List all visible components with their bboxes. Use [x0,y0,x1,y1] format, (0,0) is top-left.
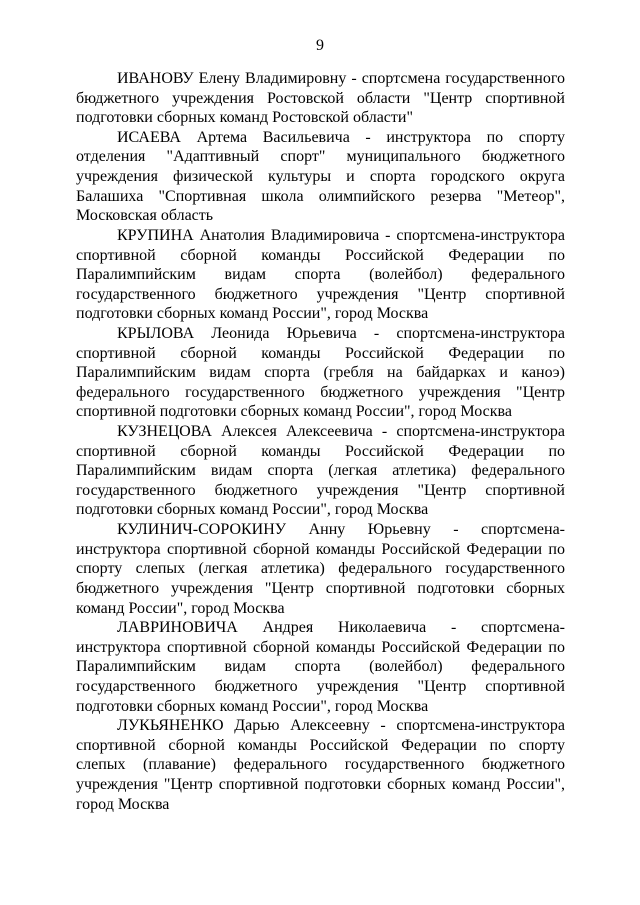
list-item: КУЛИНИЧ-СОРОКИНУ Анну Юрьевну - спортсмена-инструктора спортивной сборной команды Российской Федерации по спорту слепых (легкая атлетика) федерального государственного бюджетного учреждения "Центр спортивной подготовки сборных команд России", город Москва [76,521,565,617]
page-number: 9 [316,37,324,54]
list-item: ЛУКЬЯНЕНКО Дарью Алексеевну - спортсмена-инструктора спортивной сборной команды Российской Федерации по спорту слепых (плавание) федерального государственного бюджетного учреждения "Центр спортивной подготовки сборных команд России", город Москва [76,717,565,813]
list-item: КУЗНЕЦОВА Алексея Алексеевича - спортсмена-инструктора спортивной сборной команды Российской Федерации по Паралимпийским видам спорта (легкая атлетика) федерального государственного бюджетного учреждения "Центр спортивной подготовки сборных команд России", город Москва [76,423,565,519]
list-item: ИСАЕВА Артема Васильевича - инструктора по спорту отделения "Адаптивный спорт" муниципального бюджетного учреждения физической культуры и спорта городского округа Балашиха "Спортивная школа олимпийского резерва "Метеор", Московская область [76,128,565,225]
list-item: КРЫЛОВА Леонида Юрьевича - спортсмена-инструктора спортивной сборной команды Российской Федерации по Паралимпийским видам спорта (гребля на байдарках и каноэ) федерального государственного бюджетного учреждения "Центр спортивной подготовки сборных команд России", город Москва [76,325,565,421]
list-item: КРУПИНА Анатолия Владимировича - спортсмена-инструктора спортивной сборной команды Российской Федерации по Паралимпийским видам спорта (волейбол) федерального государственного бюджетного учреждения "Центр спортивной подготовки сборных команд России", город Москва [76,226,565,323]
award-list [76,69,565,814]
list-item: ИВАНОВУ Елену Владимировну - спортсмена государственного бюджетного учреждения Ростовской области "Центр спортивной подготовки сборных команд Ростовской области" [76,70,565,127]
list-item: ЛАВРИНОВИЧА Андрея Николаевича - спортсмена-инструктора спортивной сборной команды Российской Федерации по Паралимпийским видам спорта (волейбол) федерального государственного бюджетного учреждения "Центр спортивной подготовки сборных команд России", город Москва [76,619,565,715]
